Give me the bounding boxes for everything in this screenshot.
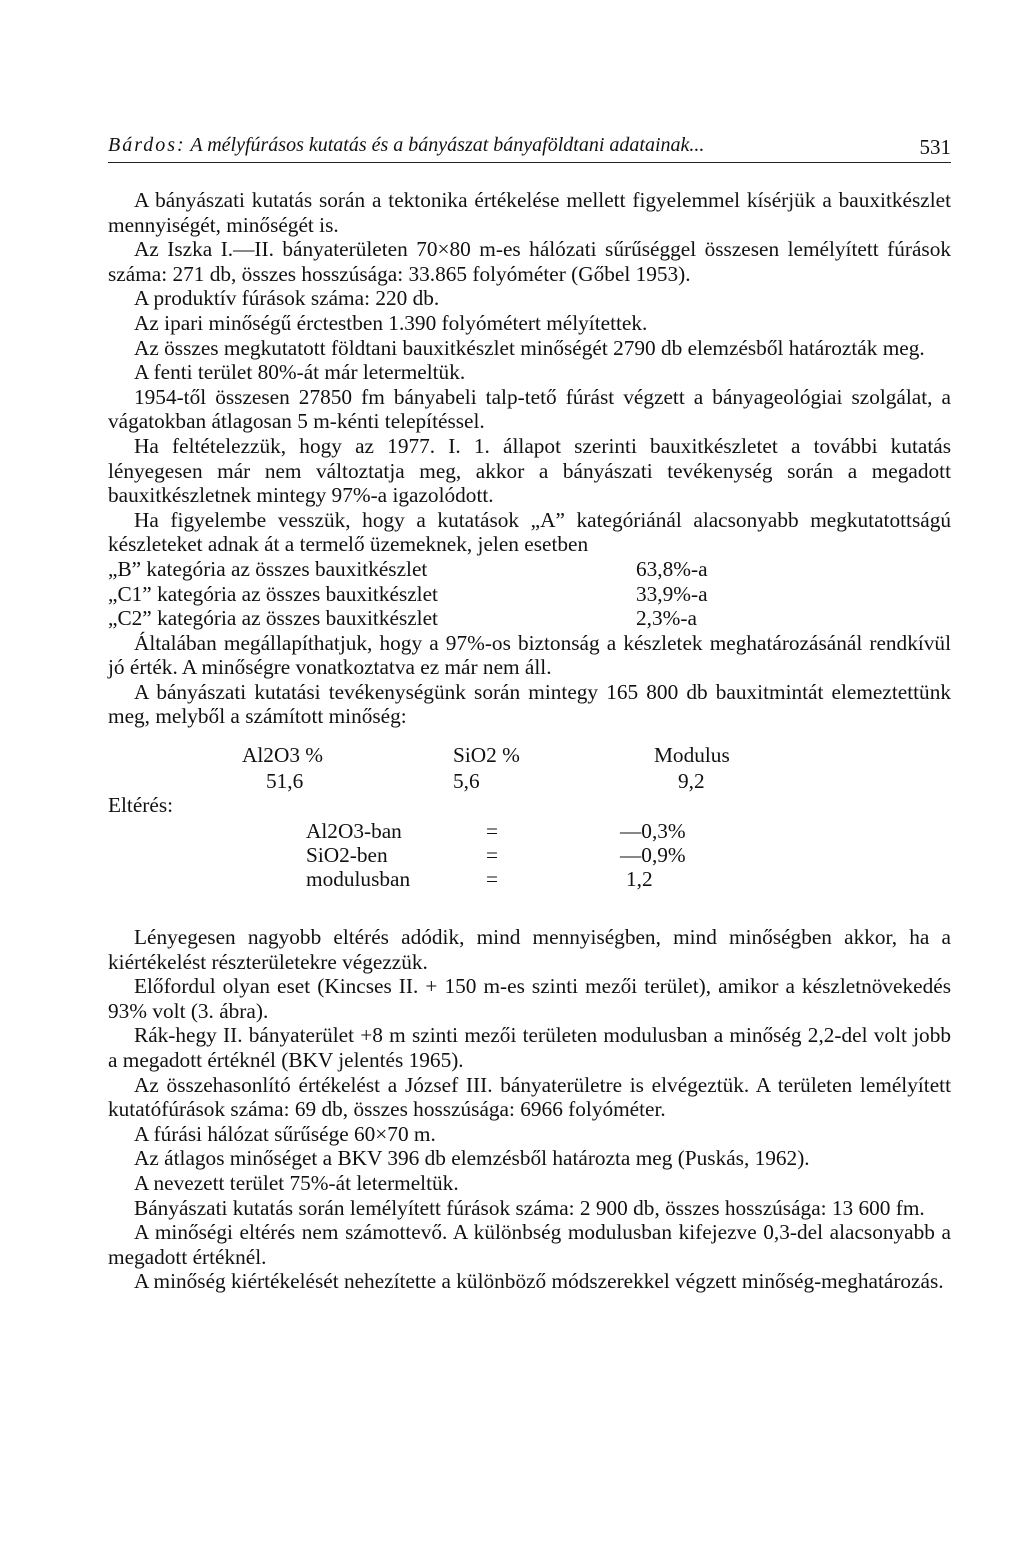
header-al2o3: Al2O3 %: [242, 743, 324, 768]
page-number: 531: [919, 135, 951, 159]
header-title: A mélyfúrásos kutatás és a bányászat bányaföldtani adatainak...: [190, 134, 705, 156]
header-modulus: Modulus: [654, 743, 730, 768]
paragraph: Ha feltételezzük, hogy az 1977. I. 1. állapot szerinti bauxitkészletet a további kutatás lényegesen már nem változtatja meg, akkor a bányászati tevékenység során a megadott bauxitkészletnek mintegy 97%-a igazolódott.: [108, 433, 951, 508]
paragraph: Általában megállapíthatjuk, hogy a 97%-os biztonság a készletek meghatározásánál rendkívül jó érték. A minőségre vonatkoztatva ez már nem áll.: [108, 630, 951, 680]
deviation-name: SiO2-ben: [306, 843, 388, 868]
paragraph: Az átlagos minőséget a BKV 396 db elemzésből határozta meg (Puskás, 1962).: [134, 1146, 810, 1171]
category-value: 63,8%-a: [636, 556, 708, 581]
paragraph: A minőség kiértékelését nehezítette a különböző módszerekkel végzett minőség-meghatározás.: [134, 1269, 944, 1294]
paragraph: Ha figyelembe vesszük, hogy a kutatások „A” kategóriánál alacsonyabb megkutatottságú készleteket adnak át a termelő üzemeknek, jelen esetben: [108, 507, 951, 557]
deviation-value: —0,3%: [620, 819, 686, 844]
category-value: 33,9%-a: [636, 581, 708, 606]
deviation-value: 1,2: [626, 867, 653, 892]
paragraph: A bányászati kutatási tevékenységünk során mintegy 165 800 db bauxitmintát elemeztettünk meg, melyből a számított minőség:: [108, 679, 951, 729]
header-sio2: SiO2 %: [453, 743, 520, 768]
category-row: [108, 606, 951, 631]
deviation-name: Al2O3-ban: [306, 819, 402, 844]
paragraph: A nevezett terület 75%-át letermeltük.: [134, 1171, 459, 1195]
paragraph: Bányászati kutatás során lemélyített fúrások száma: 2 900 db, összes hosszúsága: 13 600 fm.: [134, 1195, 925, 1220]
paragraph: A fenti terület 80%-át már letermeltük.: [134, 360, 466, 385]
category-label: „B” kategória az összes bauxitkészlet: [108, 556, 428, 581]
paragraph: A fúrási hálózat sűrűsége 60×70 m.: [134, 1121, 436, 1146]
category-value: 2,3%-a: [636, 606, 697, 631]
header-author: Bárdos:: [108, 134, 186, 156]
paragraph: Rák-hegy II. bányaterület +8 m szinti mezői területen modulusban a minőség 2,2-del volt jobb a megadott értéknél (BKV jelentés 1965).: [108, 1023, 951, 1073]
paragraph: Az összehasonlító értékelést a József III. bányaterületre is elvégeztük. A területen lemélyített kutatófúrások száma: 69 db, összes hosszúsága: 6966 folyóméter.: [108, 1072, 951, 1122]
category-label: „C1” kategória az összes bauxitkészlet: [108, 581, 438, 606]
deviation-eq: =: [486, 843, 499, 868]
value-al2o3: 51,6: [266, 769, 304, 794]
paragraph: Az Iszka I.—II. bányaterületen 70×80 m-es hálózati sűrűséggel összesen lemélyített fúrások száma: 271 db, összes hosszúsága: 33.865 folyóméter (Gőbel 1953).: [108, 237, 951, 286]
running-header: [108, 128, 951, 163]
paragraph: 1954-től összesen 27850 fm bányabeli talp-tető fúrást végzett a bányageológiai szolgálat, a vágatokban átlagosan 5 m-kénti telepítéssel.: [108, 384, 951, 434]
deviation-eq: =: [486, 819, 499, 844]
paragraph: A bányászati kutatás során a tektonika értékelése mellett figyelemmel kísérjük a bauxitkészlet mennyiségét, minőségét is.: [108, 188, 951, 237]
paragraph: Előfordul olyan eset (Kincses II. + 150 m-es szinti mezői terület), amikor a készletnövekedés 93% volt (3. ábra).: [108, 974, 951, 1023]
paragraph: Az ipari minőségű érctestben 1.390 folyómétert mélyítettek.: [134, 310, 648, 335]
value-modulus: 9,2: [678, 769, 705, 794]
value-sio2: 5,6: [453, 769, 480, 794]
category-row: [108, 557, 951, 582]
deviation-name: modulusban: [306, 867, 411, 892]
paragraph: A minőségi eltérés nem számottevő. A különbség modulusban kifejezve 0,3-del alacsonyabb a megadott értéknél.: [108, 1220, 951, 1269]
paragraph: Az összes megkutatott földtani bauxitkészlet minőségét 2790 db elemzésből határozták meg.: [134, 335, 925, 360]
deviation-label: Eltérés:: [108, 793, 174, 818]
quality-table: [108, 743, 951, 919]
paragraph: Lényegesen nagyobb eltérés adódik, mind mennyiségben, mind minőségben akkor, ha a kiértékelést részterületekre végezzük.: [108, 925, 951, 974]
deviation-eq: =: [486, 867, 499, 892]
deviation-value: —0,9%: [620, 843, 686, 868]
paragraph: A produktív fúrások száma: 220 db.: [134, 286, 440, 311]
article-body: [108, 188, 951, 1294]
category-label: „C2” kategória az összes bauxitkészlet: [108, 606, 438, 631]
category-row: [108, 582, 951, 607]
